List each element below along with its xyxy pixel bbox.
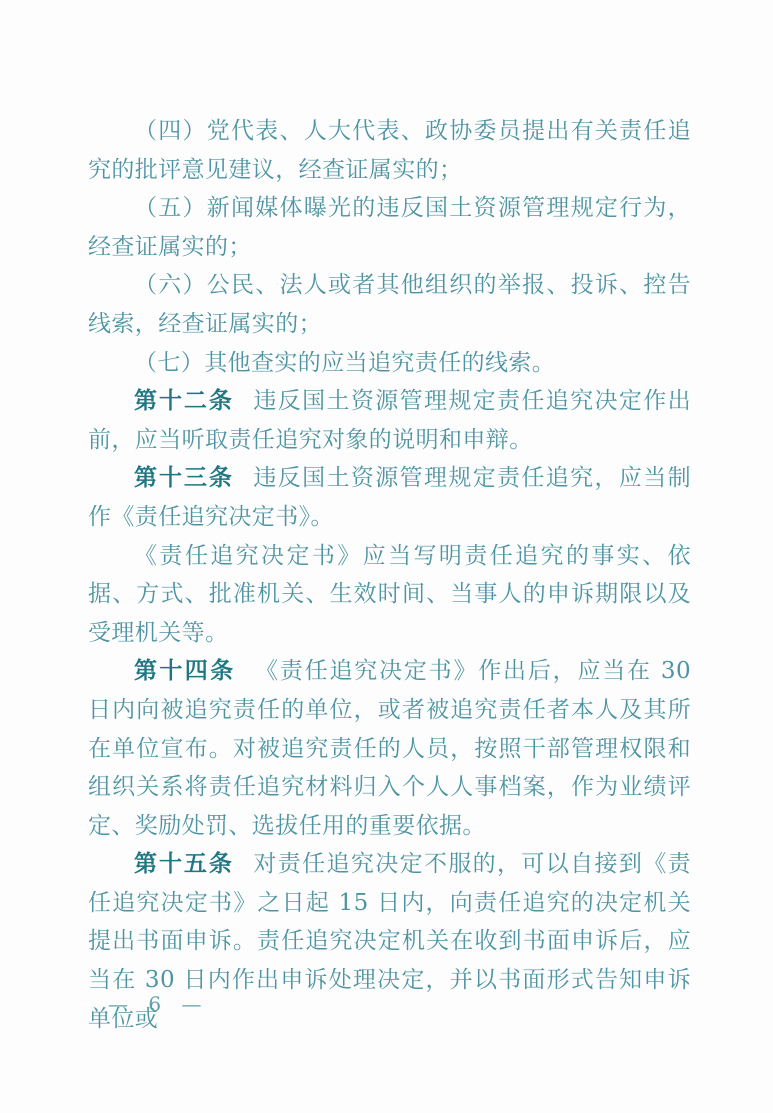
article-number: 第十四条 bbox=[134, 658, 236, 685]
document-body bbox=[88, 112, 691, 1038]
paragraph: 第十三条 违反国土资源管理规定责任追究，应当制作《责任追究决定书》。 bbox=[88, 465, 691, 530]
article-number: 第十三条 bbox=[134, 465, 234, 492]
page-number bbox=[108, 992, 208, 1016]
paragraph: 第十五条 对责任追究决定不服的，可以自接到《责任追究决定书》之日起 15 日内，向责任追究的决定机关提出书面申诉。责任追究决定机关在收到书面申诉后，应当在 30 日内作出申诉处理决定，并以书面形式告知申诉单位或 bbox=[88, 851, 691, 1032]
paragraph: 第十二条 违反国土资源管理规定责任追究决定作出前，应当听取责任追究对象的说明和申辩。 bbox=[88, 388, 691, 453]
paragraph: （七）其他查实的应当追究责任的线索。 bbox=[134, 349, 556, 376]
paragraph: （五）新闻媒体曝光的违反国土资源管理规定行为，经查证属实的； bbox=[88, 195, 691, 260]
paragraph: （六）公民、法人或者其他组织的举报、投诉、控告线索，经查证属实的； bbox=[88, 272, 691, 337]
page-number-text: — 6 — bbox=[108, 992, 209, 1016]
article-number: 第十五条 bbox=[134, 851, 234, 878]
paragraph: 《责任追究决定书》应当写明责任追究的事实、依据、方式、批准机关、生效时间、当事人的申诉期限以及受理机关等。 bbox=[88, 542, 691, 646]
article-number: 第十二条 bbox=[134, 388, 234, 415]
paragraph: 第十四条 《责任追究决定书》作出后，应当在 30 日内向被追究责任的单位，或者被追究责任者本人及其所在单位宣布。对被追究责任的人员，按照干部管理权限和组织关系将责任追究材料归入个人人事档案，作为业绩评定、奖励处罚、选拔任用的重要依据。 bbox=[88, 658, 691, 839]
paragraph: （四）党代表、人大代表、政协委员提出有关责任追究的批评意见建议，经查证属实的； bbox=[88, 118, 691, 183]
